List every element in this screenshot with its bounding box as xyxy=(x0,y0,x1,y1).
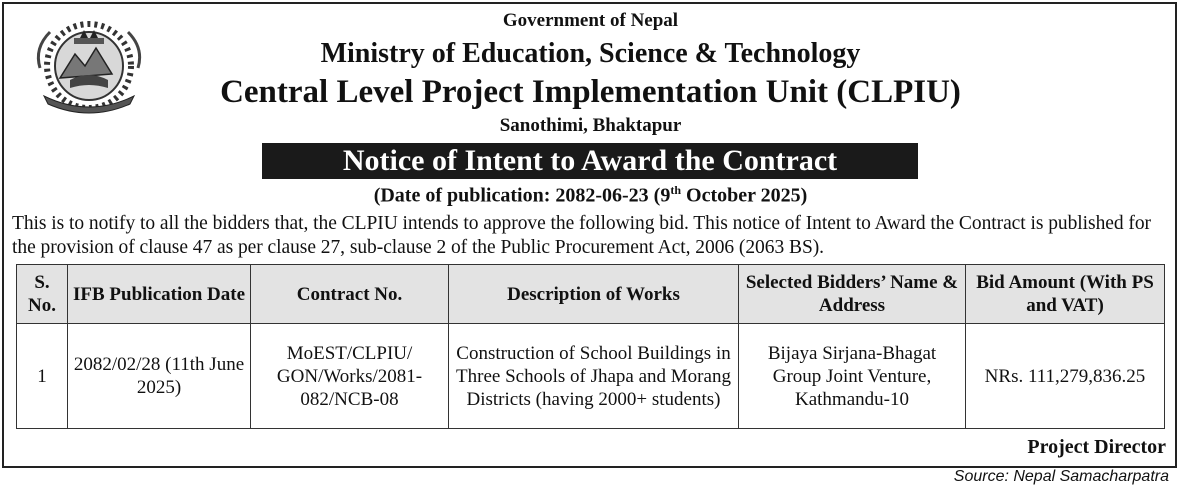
intro-paragraph: This is to notify to all the bidders that, the CLPIU intends to approve the following bid. This notice of Intent to Award the Contract is published for the provision of clause 47 as per clause 27, sub-clause 2 of the Public Procurement Act, 2006 (2063 BS). xyxy=(12,213,1152,258)
cell-amount: NRs. 111,279,836.25 xyxy=(966,324,1165,429)
table-header-row xyxy=(17,265,1165,324)
publication-date-ordinal: th xyxy=(670,183,682,197)
cell-sno: 1 xyxy=(17,324,68,429)
col-header-ifb-date: IFB Publication Date xyxy=(68,265,251,324)
award-table xyxy=(16,264,1165,429)
cell-bidder: Bijaya Sirjana-Bhagat Group Joint Venture, Kathmandu-10 xyxy=(739,324,966,429)
col-header-contract-no: Contract No. xyxy=(251,265,449,324)
signature-title: Project Director xyxy=(1027,436,1166,458)
ministry-heading: Ministry of Education, Science & Technology xyxy=(320,38,861,69)
publication-date-suffix: October 2025) xyxy=(681,184,808,207)
cell-description: Construction of School Buildings in Three Schools of Jhapa and Morang Districts (having 2000+ students) xyxy=(449,324,739,429)
unit-heading: Central Level Project Implementation Unit (CLPIU) xyxy=(220,74,961,110)
col-header-bidder: Selected Bidders’ Name & Address xyxy=(739,265,966,324)
source-credit: Source: Nepal Samacharpatra xyxy=(953,468,1169,485)
publication-date-prefix: (Date of publication: 2082-06-23 (9 xyxy=(373,184,671,207)
notice-title-banner: Notice of Intent to Award the Contract xyxy=(262,143,918,179)
cell-ifb-date: 2082/02/28 (11th June 2025) xyxy=(68,324,251,429)
publication-date xyxy=(0,183,1181,208)
col-header-description: Description of Works xyxy=(449,265,739,324)
location-heading: Sanothimi, Bhaktapur xyxy=(499,115,682,136)
col-header-amount: Bid Amount (With PS and VAT) xyxy=(966,265,1165,324)
government-heading: Government of Nepal xyxy=(502,10,679,31)
table-row xyxy=(17,324,1165,429)
col-header-sno: S. No. xyxy=(17,265,68,324)
cell-contract-no: MoEST/CLPIU/ GON/Works/2081-082/NCB-08 xyxy=(251,324,449,429)
